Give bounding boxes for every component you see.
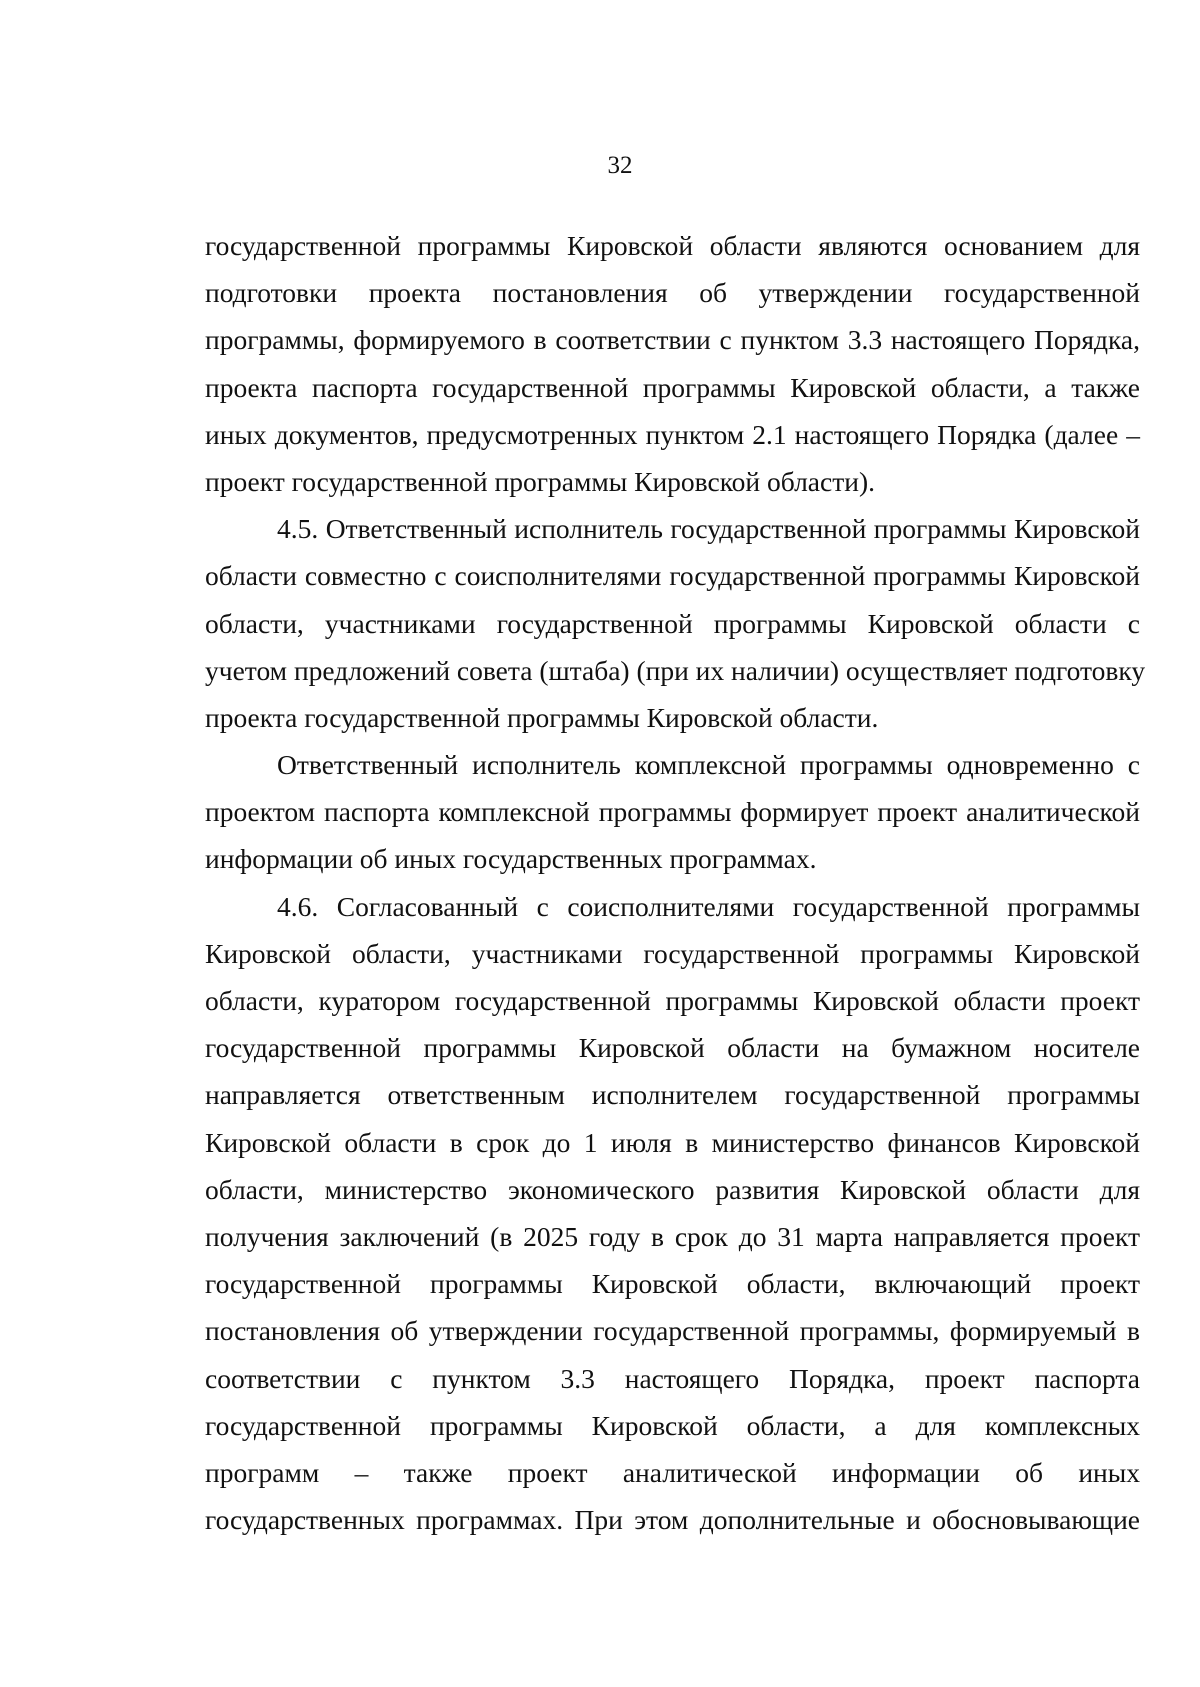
text-line: учетом предложений совета (штаба) (при их наличии) осуществляет подготовку [205, 654, 1146, 686]
text-line: государственных программах. При этом дополнительные и обосновывающие [205, 1504, 1140, 1536]
text-line: информации об иных государственных программах. [205, 843, 817, 875]
text-line: проекта паспорта государственной программы Кировской области, а также [205, 371, 1140, 403]
text-line: программы, формируемого в соответствии с пунктом 3.3 настоящего Порядка, [205, 324, 1140, 356]
text-line: получения заключений (в 2025 году в срок до 31 марта направляется проект [205, 1220, 1140, 1252]
text-line: программ – также проект аналитической информации об иных [205, 1456, 1140, 1488]
text-line: 4.5. Ответственный исполнитель государственной программы Кировской [277, 513, 1140, 545]
text-line: государственной программы Кировской области являются основанием для [205, 230, 1140, 261]
text-line: государственной программы Кировской области, а для комплексных [205, 1409, 1140, 1441]
text-line: области, министерство экономического развития Кировской области для [205, 1173, 1140, 1205]
text-line: проект государственной программы Кировской области). [205, 465, 875, 497]
page-number: 32 [607, 152, 633, 179]
text-line: области, куратором государственной программы Кировской области проект [205, 985, 1140, 1016]
text-line: проекта государственной программы Кировской области. [205, 701, 879, 733]
text-line: 4.6. Согласованный с соисполнителями государственной программы [277, 890, 1140, 922]
text-line: области совместно с соисполнителями государственной программы Кировской [205, 560, 1140, 592]
text-line: государственной программы Кировской области, включающий проект [205, 1268, 1140, 1300]
text-line: направляется ответственным исполнителем государственной программы [205, 1079, 1140, 1111]
text-line: подготовки проекта постановления об утверждении государственной [205, 277, 1140, 309]
text-line: области, участниками государственной программы Кировской области с [205, 607, 1140, 639]
text-line: проектом паспорта комплексной программы формирует проект аналитической [205, 796, 1140, 828]
text-line: Кировской области, участниками государственной программы Кировской [205, 937, 1140, 969]
text-line: постановления об утверждении государственной программы, формируемый в [205, 1315, 1140, 1347]
text-line: Ответственный исполнитель комплексной программы одновременно с [277, 749, 1140, 781]
body-text [205, 222, 1146, 1543]
text-line: иных документов, предусмотренных пунктом 2.1 настоящего Порядка (далее – [205, 418, 1140, 450]
text-line: Кировской области в срок до 1 июля в министерство финансов Кировской [205, 1126, 1140, 1158]
text-line: государственной программы Кировской области на бумажном носителе [205, 1032, 1140, 1064]
text-line: соответствии с пунктом 3.3 настоящего Порядка, проект паспорта [205, 1362, 1140, 1394]
